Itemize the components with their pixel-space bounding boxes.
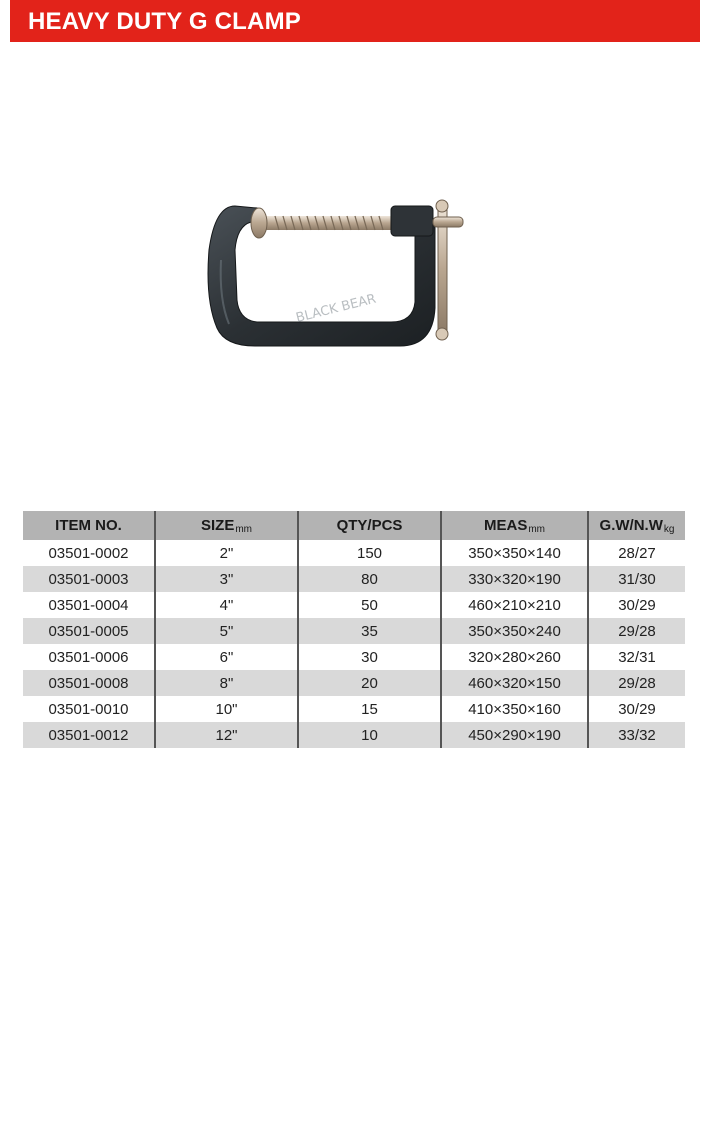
cell-size: 12"	[155, 722, 298, 748]
cell-size: 3"	[155, 566, 298, 592]
cell-qty: 30	[298, 644, 441, 670]
spec-table	[23, 511, 685, 748]
cell-size: 4"	[155, 592, 298, 618]
cell-meas: 330×320×190	[441, 566, 588, 592]
table-row	[23, 696, 685, 722]
cell-item-no: 03501-0003	[23, 566, 155, 592]
cell-qty: 20	[298, 670, 441, 696]
cell-gw-nw: 28/27	[588, 540, 685, 566]
cell-size: 6"	[155, 644, 298, 670]
cell-size: 10"	[155, 696, 298, 722]
title-bar	[10, 0, 700, 42]
header-meas: MEASmm	[441, 511, 588, 540]
cell-qty: 10	[298, 722, 441, 748]
header-size: SIZEmm	[155, 511, 298, 540]
cell-meas: 450×290×190	[441, 722, 588, 748]
cell-gw-nw: 30/29	[588, 592, 685, 618]
cell-meas: 320×280×260	[441, 644, 588, 670]
table-row	[23, 670, 685, 696]
cell-gw-nw: 32/31	[588, 644, 685, 670]
header-item-no: ITEM NO.	[23, 511, 155, 540]
cell-qty: 35	[298, 618, 441, 644]
cell-meas: 410×350×160	[441, 696, 588, 722]
table-row	[23, 566, 685, 592]
table-row	[23, 722, 685, 748]
clamp-swivel-pad	[251, 208, 267, 238]
cell-item-no: 03501-0005	[23, 618, 155, 644]
g-clamp-image	[195, 190, 475, 360]
table-row	[23, 644, 685, 670]
table-header-row	[23, 511, 685, 540]
cell-gw-nw: 29/28	[588, 670, 685, 696]
cell-item-no: 03501-0004	[48, 596, 129, 614]
cell-item-no: 03501-0006	[48, 648, 129, 666]
cell-size: 5"	[155, 618, 298, 644]
cell-gw-nw: 31/30	[588, 566, 685, 592]
cell-gw-nw: 30/29	[588, 696, 685, 722]
header-gw-nw: G.W/N.Wkg	[588, 511, 685, 540]
cell-gw-nw: 33/32	[588, 722, 685, 748]
table-row	[23, 540, 685, 566]
cell-item-no: 03501-0012	[23, 722, 155, 748]
cell-meas: 350×350×240	[441, 618, 588, 644]
cell-qty: 15	[298, 696, 441, 722]
page-title: HEAVY DUTY G CLAMP	[28, 8, 301, 35]
cell-qty: 50	[298, 592, 441, 618]
cell-meas: 350×350×140	[441, 540, 588, 566]
cell-item-no: 03501-0002	[48, 544, 129, 562]
cell-meas: 460×320×150	[441, 670, 588, 696]
cell-size: 2"	[155, 540, 298, 566]
cell-meas: 460×210×210	[441, 592, 588, 618]
cell-qty: 150	[298, 540, 441, 566]
cell-qty: 80	[298, 566, 441, 592]
header-qty: QTY/PCS	[298, 511, 441, 540]
table-row	[23, 618, 685, 644]
cell-item-no: 03501-0008	[23, 670, 155, 696]
watermark: BLACK BEAR	[294, 291, 378, 326]
cell-size: 8"	[155, 670, 298, 696]
cell-item-no: 03501-0010	[48, 700, 129, 718]
cell-gw-nw: 29/28	[588, 618, 685, 644]
clamp-boss	[391, 206, 433, 236]
table-row	[23, 592, 685, 618]
